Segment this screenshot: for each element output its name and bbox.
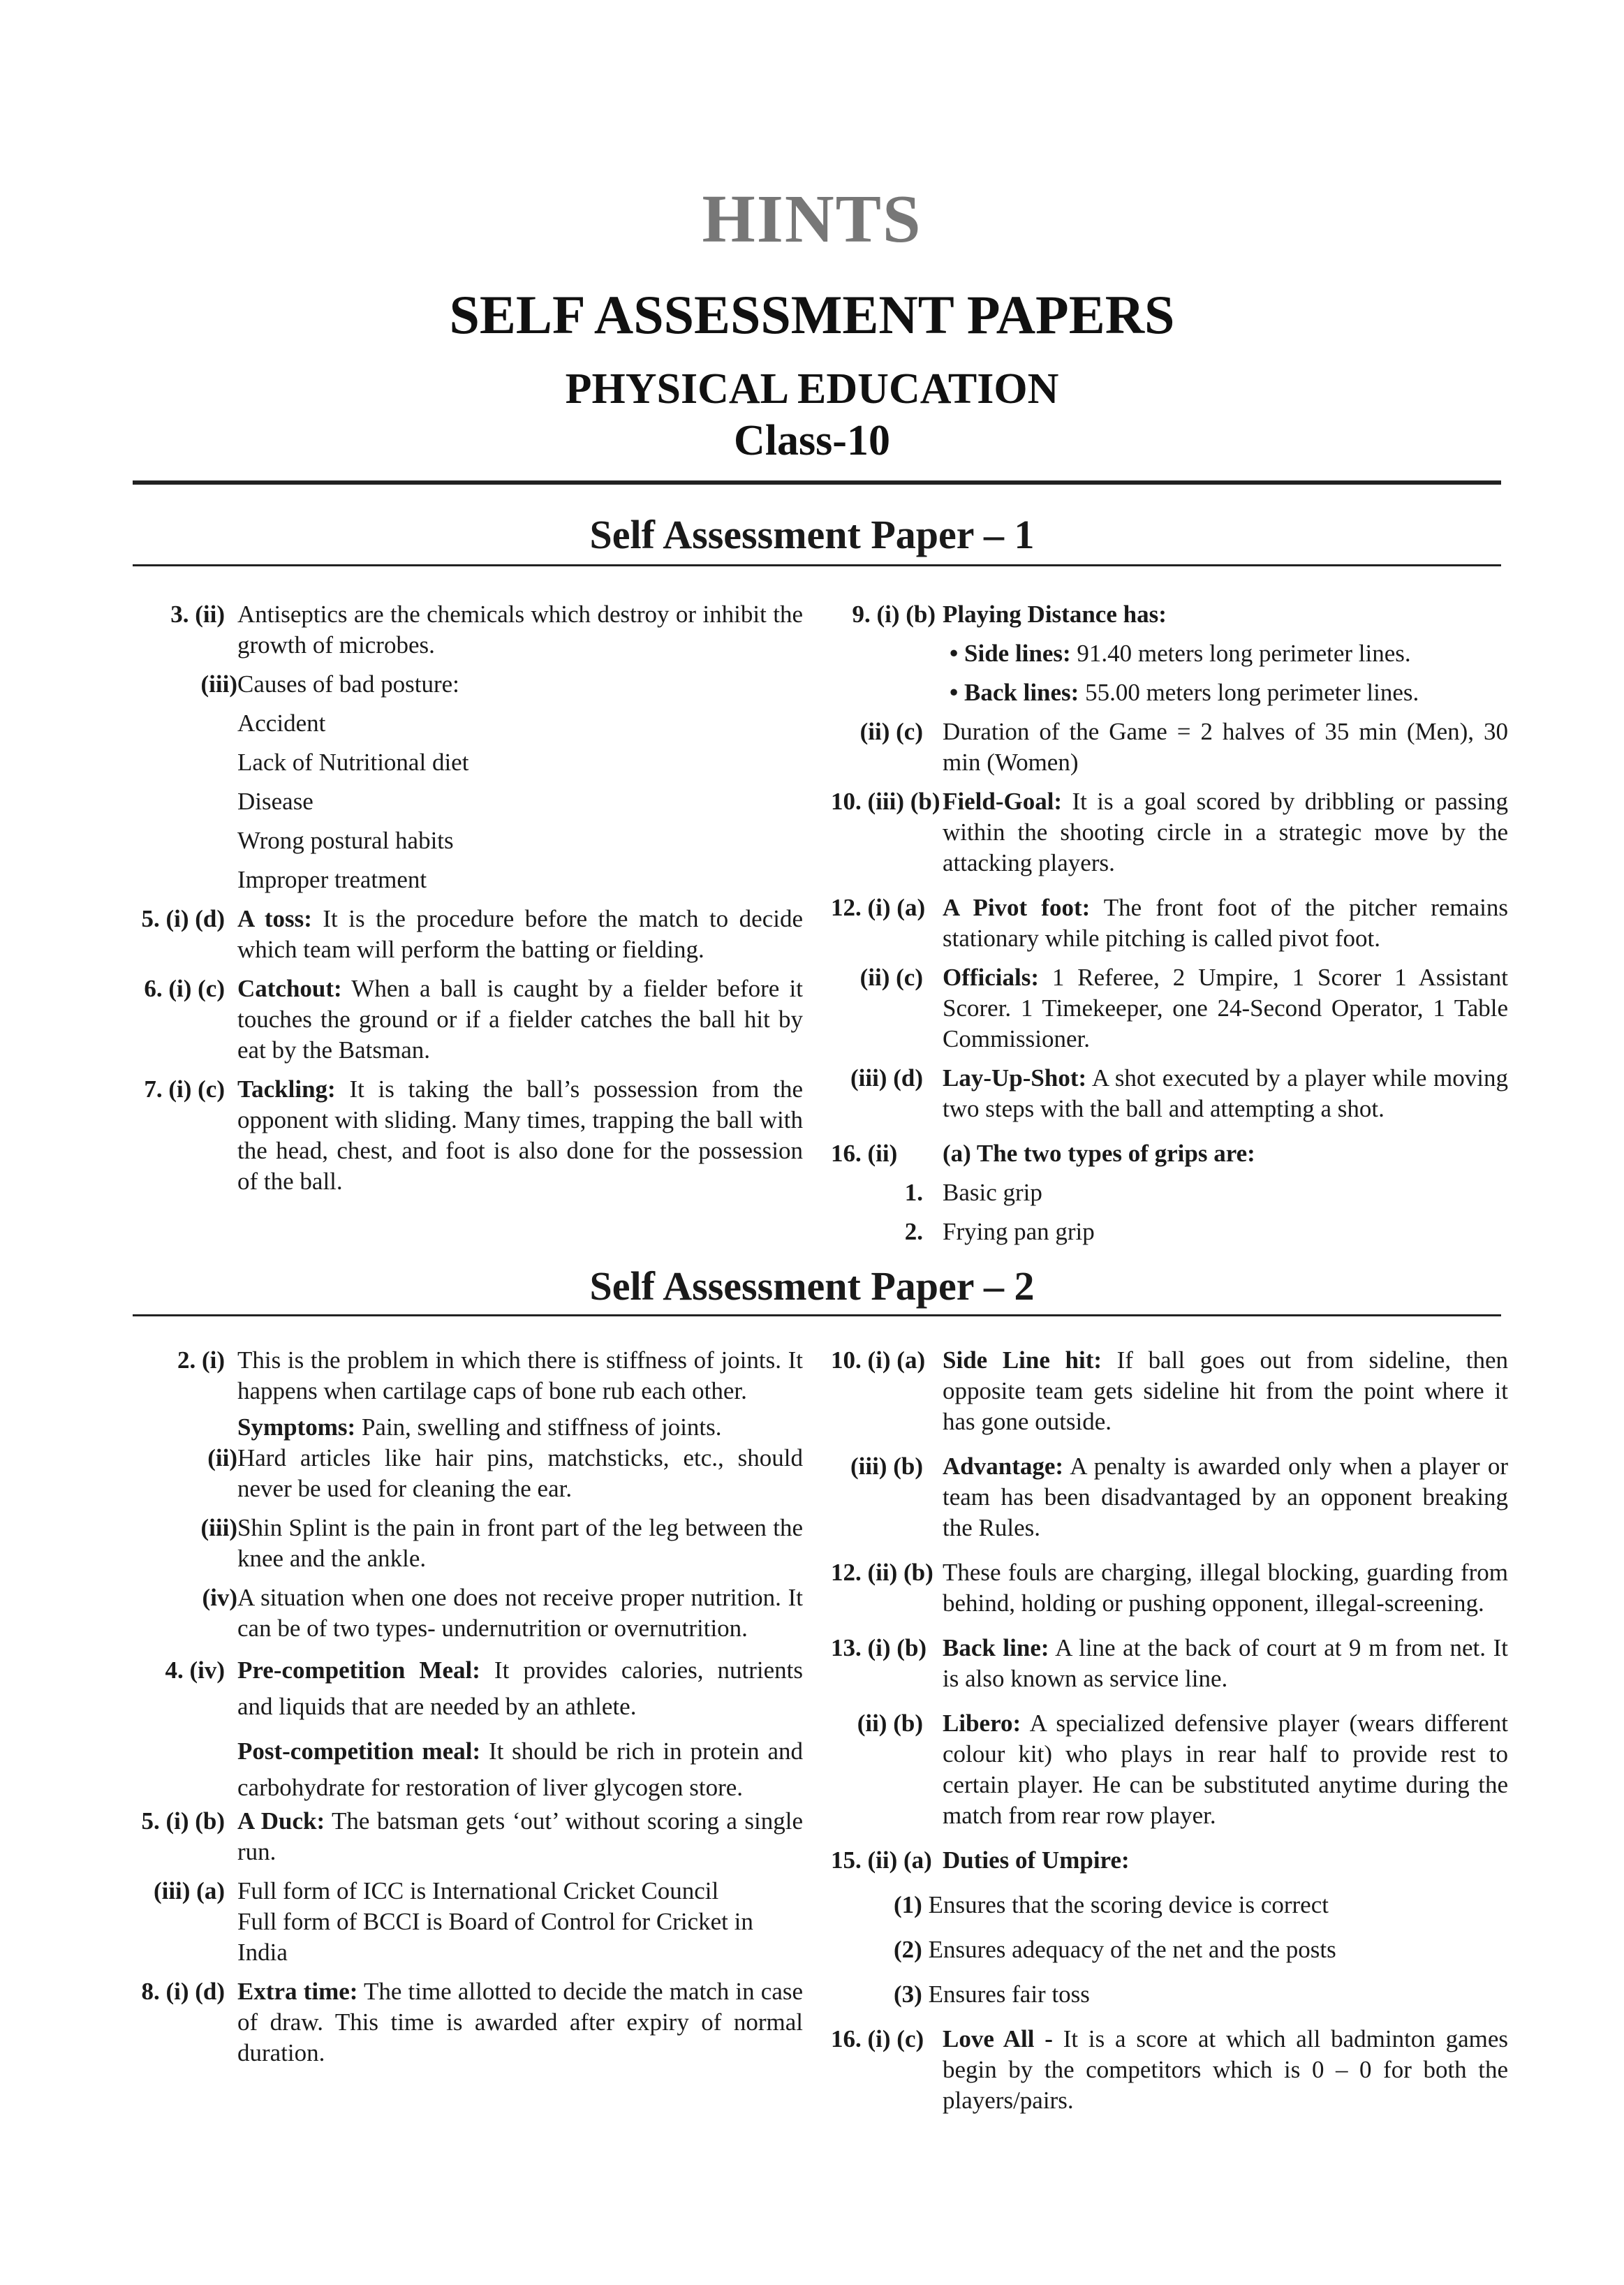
answer-text: These fouls are charging, illegal blocking, guarding from behind, holding or pushing opponent, illegal-screening. xyxy=(943,1559,1508,1617)
answer-item xyxy=(831,1345,1508,1437)
answer-text: A situation when one does not receive proper nutrition. It can be of two types- undernutrition or overnutrition. xyxy=(237,1584,803,1642)
answer-text: Officials: 1 Referee, 2 Umpire, 1 Scorer 1 Assistant Scorer. 1 Timekeeper, one 24-Second Operator, 1 Table Commissioner. xyxy=(943,964,1508,1052)
answer-item xyxy=(133,1345,803,1443)
answer-heading: (a) The two types of grips are: xyxy=(943,1140,1255,1167)
answer-text: Shin Splint is the pain in front part of the leg between the knee and the ankle. xyxy=(237,1514,803,1572)
answer-item xyxy=(831,786,1508,879)
question-number: 16. (i) (c) xyxy=(831,2025,924,2052)
page-heading-hints: HINTS xyxy=(702,182,922,257)
answer-item xyxy=(133,1582,803,1644)
answer-text: Duration of the Game = 2 halves of 35 min (Men), 30 min (Women) xyxy=(943,718,1508,776)
question-number: 3. (ii) xyxy=(170,601,225,628)
list-item: (2) Ensures adequacy of the net and the posts xyxy=(894,1936,1336,1963)
answer-item xyxy=(831,1451,1508,1543)
list-item: Lack of Nutritional diet xyxy=(237,749,469,776)
answer-text: Causes of bad posture: xyxy=(237,670,459,698)
causes-list xyxy=(133,708,803,895)
list-item: (3) Ensures fair toss xyxy=(894,1981,1090,2008)
answer-text: Lay-Up-Shot: A shot executed by a player while moving two steps with the ball and attempting a shot. xyxy=(943,1064,1508,1122)
answer-item xyxy=(133,1806,803,1867)
answer-text: Side Line hit: If ball goes out from sideline, then opposite team gets sideline hit from the point where it has gone outside. xyxy=(943,1346,1508,1435)
question-number: 5. (i) (b) xyxy=(141,1807,225,1835)
question-number: 12. (ii) (b) xyxy=(831,1559,933,1586)
question-number: 5. (i) (d) xyxy=(141,905,225,932)
answer-text: A Pivot foot: The front foot of the pitcher remains stationary while pitching is called pivot foot. xyxy=(943,894,1508,952)
list-item: Accident xyxy=(237,710,326,737)
answer-text: Love All - It is a score at which all badminton games begin by the competitors which is 0 – 0 for both the players/pairs. xyxy=(943,2025,1508,2114)
answer-text: Hard articles like hair pins, matchsticks, etc., should never be used for cleaning the ear. xyxy=(237,1444,803,1502)
answer-item xyxy=(831,1633,1508,1694)
answer-item xyxy=(831,1138,1508,1169)
answer-text: Pre-competition Meal: It provides calories, nutrients and liquids that are needed by an athlete. xyxy=(237,1656,803,1720)
list-item: Improper treatment xyxy=(237,866,427,893)
section-title-paper-2: Self Assessment Paper – 2 xyxy=(589,1263,1035,1309)
answer-text: Full form of ICC is International Cricket Council xyxy=(237,1877,719,1904)
answer-text: This is the problem in which there is stiffness of joints. It happens when cartilage caps of bone rub each other. xyxy=(237,1346,803,1404)
question-number: 10. (iii) (b) xyxy=(831,788,940,815)
list-item: Disease xyxy=(237,788,313,815)
question-number: 6. (i) (c) xyxy=(144,975,225,1002)
answer-item xyxy=(831,2024,1508,2116)
answer-text: Back line: A line at the back of court at 9 m from net. It is also known as service line. xyxy=(943,1634,1508,1692)
symptoms-text: Symptoms: Pain, swelling and stiffness of joints. xyxy=(237,1413,722,1441)
question-number: 2. (i) xyxy=(177,1346,225,1374)
list-item: Wrong postural habits xyxy=(237,827,454,854)
paper-1-left-column xyxy=(133,599,803,1197)
list-item: (1) Ensures that the scoring device is correct xyxy=(894,1891,1329,1918)
question-number: 7. (i) (c) xyxy=(144,1075,225,1103)
answer-heading: Playing Distance has: xyxy=(943,601,1167,628)
question-number: (iv) xyxy=(202,1584,237,1611)
answer-item xyxy=(831,1845,1508,1876)
question-number: 15. (ii) (a) xyxy=(831,1846,932,1874)
answer-item xyxy=(831,1063,1508,1124)
answer-text: Extra time: The time allotted to decide the match in case of draw. This time is awarded after expiry of normal duration. xyxy=(237,1978,804,2066)
question-number: (ii) (c) xyxy=(859,718,923,745)
paper-2-right-column xyxy=(831,1345,1508,2116)
answer-item xyxy=(133,599,803,661)
answer-item xyxy=(133,1876,803,1968)
question-number: 4. (iv) xyxy=(165,1656,225,1684)
answer-item xyxy=(133,1976,803,2069)
question-number: 12. (i) (a) xyxy=(831,894,926,921)
answer-item xyxy=(831,599,1508,708)
question-number: 16. (ii) xyxy=(831,1140,898,1167)
answer-item xyxy=(133,973,803,1066)
answer-item xyxy=(831,1708,1508,1831)
answer-item xyxy=(831,717,1508,778)
question-number: (iii) (b) xyxy=(850,1453,923,1480)
answer-item xyxy=(133,1443,803,1504)
bullet-item: • Side lines: 91.40 meters long perimeter lines. xyxy=(950,640,1411,667)
section-divider xyxy=(133,564,1501,566)
question-number: (ii) xyxy=(207,1444,237,1471)
question-number: 10. (i) (a) xyxy=(831,1346,926,1374)
paper-2-left-column xyxy=(133,1345,803,2069)
answer-item xyxy=(133,1652,803,1806)
section-title-paper-1: Self Assessment Paper – 1 xyxy=(589,512,1035,557)
question-number: (iii) (a) xyxy=(153,1877,225,1904)
page-title: SELF ASSESSMENT PAPERS xyxy=(449,284,1175,345)
duties-list xyxy=(831,1890,1508,2010)
answer-item xyxy=(831,962,1508,1055)
list-number: 1. xyxy=(904,1179,923,1206)
paper-1-right-column xyxy=(831,599,1508,1247)
list-number: 2. xyxy=(904,1218,923,1245)
list-text: Basic grip xyxy=(943,1179,1042,1206)
bullet-item: • Back lines: 55.00 meters long perimeter lines. xyxy=(950,679,1419,706)
subject-title: PHYSICAL EDUCATION xyxy=(565,365,1059,413)
list-item xyxy=(831,1217,1508,1247)
answer-text: Libero: A specialized defensive player (wears different colour kit) who plays in rear half to provide rest to certain player. He can be substituted anytime during the match from rear row player. xyxy=(943,1710,1508,1829)
question-number: (ii) (b) xyxy=(857,1710,923,1737)
question-number: (ii) (c) xyxy=(859,964,923,991)
answer-item xyxy=(133,1513,803,1574)
answer-text: Advantage: A penalty is awarded only when a player or team has been disadvantaged by an opponent breaking the Rules. xyxy=(943,1453,1508,1541)
question-number: (iii) (d) xyxy=(850,1064,923,1092)
answer-item xyxy=(133,904,803,965)
answer-text: Field-Goal: It is a goal scored by dribbling or passing within the shooting circle in a strategic move by the attacking players. xyxy=(943,788,1508,876)
header-divider xyxy=(133,480,1501,485)
section-divider xyxy=(133,1314,1501,1316)
question-number: (iii) xyxy=(200,670,237,698)
answer-text: Tackling: It is taking the ball’s possession from the opponent with sliding. Many times, trapping the ball with the head, chest, and foot is also done for the possession of the ball. xyxy=(237,1075,803,1195)
question-number: 8. (i) (d) xyxy=(141,1978,225,2005)
answer-item xyxy=(831,892,1508,954)
answer-text: Full form of BCCI is Board of Control for Cricket in India xyxy=(237,1908,753,1966)
question-number: (iii) xyxy=(200,1514,237,1541)
answer-item xyxy=(831,1557,1508,1619)
question-number: 9. (i) (b) xyxy=(852,601,936,628)
list-item xyxy=(831,1177,1508,1208)
answer-item xyxy=(133,1074,803,1197)
answer-text: Catchout: When a ball is caught by a fielder before it touches the ground or if a fielder catches the ball hit by eat by the Batsman. xyxy=(237,975,803,1064)
answer-text: Antiseptics are the chemicals which destroy or inhibit the growth of microbes. xyxy=(237,601,803,659)
answer-heading: Duties of Umpire: xyxy=(943,1846,1130,1874)
question-number: 13. (i) (b) xyxy=(831,1634,927,1661)
class-title: Class-10 xyxy=(734,417,890,464)
answer-text: A Duck: The batsman gets ‘out’ without scoring a single run. xyxy=(237,1807,804,1865)
answer-text: A toss: It is the procedure before the match to decide which team will perform the batting or fielding. xyxy=(237,905,803,963)
answer-text: Post-competition meal: It should be rich in protein and carbohydrate for restoration of liver glycogen store. xyxy=(237,1737,803,1801)
list-text: Frying pan grip xyxy=(943,1218,1095,1245)
answer-item xyxy=(133,669,803,700)
